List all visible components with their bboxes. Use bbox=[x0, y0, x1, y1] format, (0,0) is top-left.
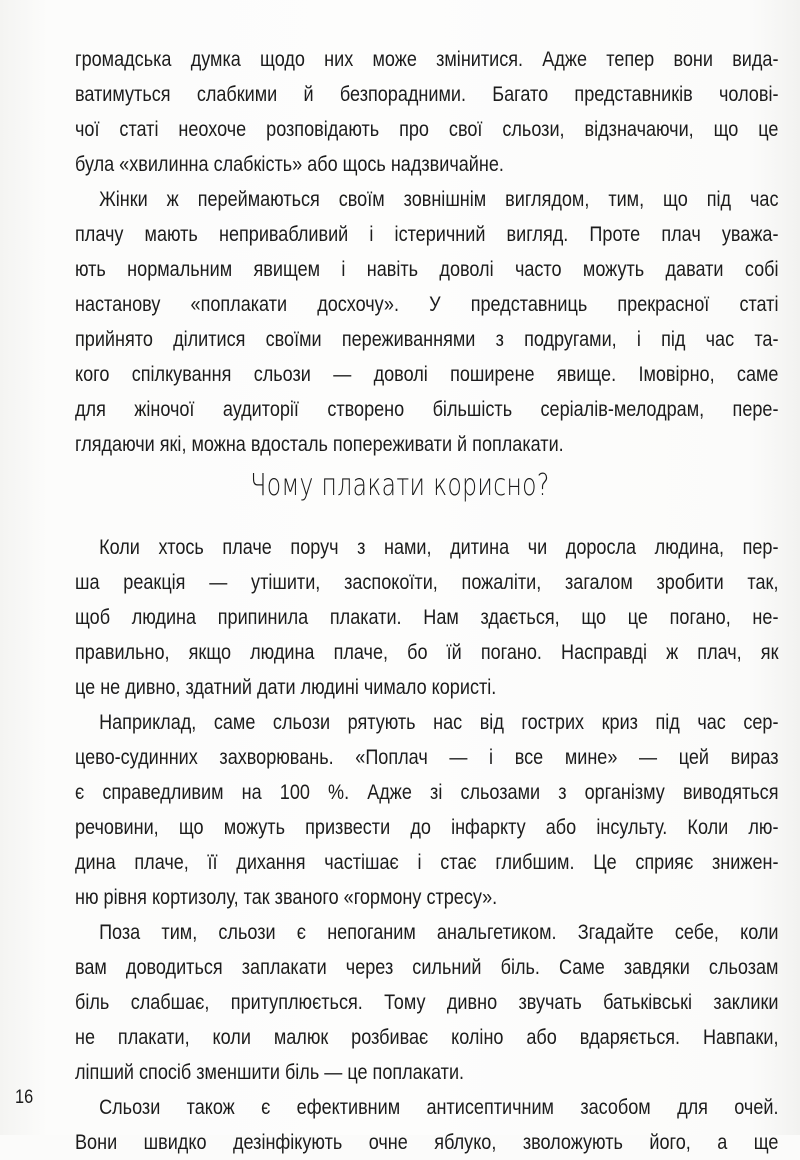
text-line: вам доводиться заплакати через сильний біль. Саме завдяки сльозам bbox=[75, 956, 779, 979]
text-line: Поза тим, сльози є непоганим анальгетиком. Згадайте себе, коли bbox=[99, 921, 779, 944]
text-line: ліпший спосіб зменшити біль — це поплакати. bbox=[75, 1061, 465, 1084]
text-line: чої статі неохоче розповідають про свої сльози, відзначаючи, що це bbox=[75, 118, 779, 141]
text-line: глядаючи які, можна вдосталь попереживати й поплакати. bbox=[75, 433, 564, 456]
text-line: дина плаче, її дихання частішає і стає глибшим. Це сприяє знижен- bbox=[75, 851, 779, 874]
text-line: Жінки ж переймаються своїм зовнішнім виглядом, тим, що під час bbox=[99, 188, 779, 211]
intro-text-block bbox=[75, 42, 779, 462]
text-line: Наприклад, саме сльози рятують нас від гострих криз під час сер- bbox=[99, 711, 779, 734]
text-line: біль слабшає, притуплюється. Тому дивно звучать батьківські заклики bbox=[75, 991, 779, 1014]
text-line: є справедливим на 100 %. Адже зі сльозами з організму виводяться bbox=[75, 781, 779, 804]
paragraph bbox=[75, 915, 779, 1090]
section-text-block bbox=[75, 530, 779, 1160]
text-line: не плакати, коли малюк розбиває коліно або вдаряється. Навпаки, bbox=[75, 1026, 779, 1049]
text-line: прийнято ділитися своїми переживаннями з подругами, і під час та- bbox=[75, 328, 779, 351]
text-line: Сльози також є ефективним антисептичним засобом для очей. bbox=[99, 1096, 779, 1119]
text-line: ватимуться слабкими й безпорадними. Багато представників чолові- bbox=[75, 83, 779, 106]
paragraph bbox=[75, 42, 779, 182]
page-number: 16 bbox=[15, 1087, 34, 1108]
paragraph bbox=[75, 530, 779, 705]
paragraph bbox=[75, 705, 779, 915]
section-heading: Чому плакати корисно? bbox=[250, 468, 550, 503]
text-line: Вони швидко дезінфікують очне яблуко, зволожують його, а ще bbox=[75, 1131, 779, 1154]
text-line: для жіночої аудиторії створено більшість серіалів-мелодрам, пере- bbox=[75, 398, 779, 421]
text-line: ють нормальним явищем і навіть доволі часто можуть давати собі bbox=[75, 258, 779, 281]
text-line: громадська думка щодо них може змінитися. Адже тепер вони вида- bbox=[75, 48, 779, 71]
paragraph bbox=[75, 182, 779, 462]
text-line: плачу мають непривабливий і істеричний вигляд. Проте плач уважа- bbox=[75, 223, 779, 246]
text-line: правильно, якщо людина плаче, бо їй погано. Насправді ж плач, як bbox=[75, 641, 779, 664]
text-line: настанову «поплакати досхочу». У представниць прекрасної статі bbox=[75, 293, 779, 316]
text-line: речовини, що можуть призвести до інфаркту або інсульту. Коли лю- bbox=[75, 816, 779, 839]
text-line: кого спілкування сльози — доволі поширене явище. Імовірно, саме bbox=[75, 363, 779, 386]
paragraph bbox=[75, 1090, 779, 1160]
text-line: цево-судинних захворювань. «Поплач — і все мине» — цей вираз bbox=[75, 746, 779, 769]
text-line: щоб людина припинила плакати. Нам здається, що це погано, не- bbox=[75, 606, 779, 629]
text-line: це не дивно, здатний дати людині чимало користі. bbox=[75, 676, 497, 699]
text-line: ню рівня кортизолу, так званого «гормону стресу». bbox=[75, 886, 498, 909]
text-line: ша реакція — утішити, заспокоїти, пожаліти, загалом зробити так, bbox=[75, 571, 779, 594]
text-line: Коли хтось плаче поруч з нами, дитина чи доросла людина, пер- bbox=[99, 536, 779, 559]
text-line: була «хвилинна слабкість» або щось надзвичайне. bbox=[75, 153, 504, 176]
